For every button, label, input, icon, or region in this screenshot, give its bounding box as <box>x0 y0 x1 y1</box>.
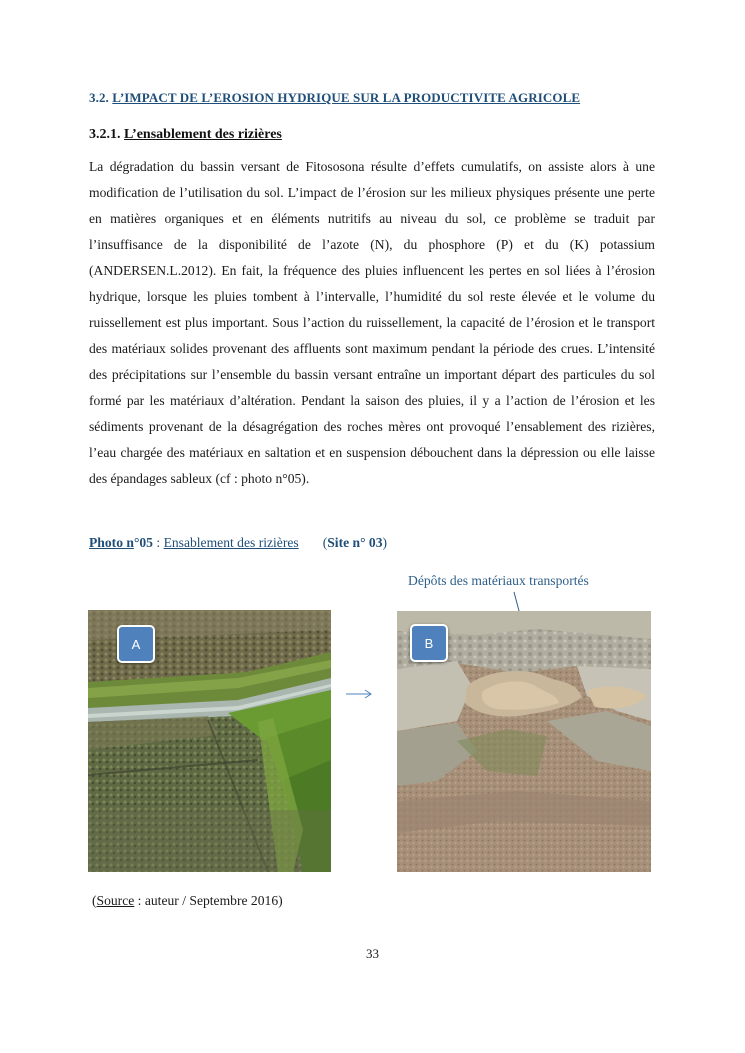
caption-separator: : <box>152 535 164 550</box>
source-label: Source <box>96 893 135 908</box>
source-note <box>92 893 283 909</box>
subsection-heading <box>89 127 282 143</box>
section-title: L’IMPACT DE L’EROSION HYDRIQUE SUR LA PRODUCTIVITE AGRICOLE <box>112 90 581 105</box>
subsection-title: L’ensablement des rizières <box>124 127 282 142</box>
photo-b-sand-deposits <box>397 611 651 872</box>
section-heading <box>89 90 580 106</box>
body-paragraph: La dégradation du bassin versant de Fitososona résulte d’effets cumulatifs, on assiste alors à une modification de l’utilisation du sol. L’impact de l’érosion sur les milieux physiques présente une perte en matières organiques et en éléments nutritifs au niveau du sol, ce problème se traduit par l’insuffisance de la disponibilité de l’azote (N), du phosphore (P) et du (K) potassium (ANDERSEN.L.2012). En fait, la fréquence des pluies influencent les pertes en sol liées à l’érosion hydrique, lorsque les pluies tombent à l’intervalle, l’humidité du sol reste élevée et le volume du ruissellement est plus important. Sous l’action du ruissellement, la capacité de l’érosion et le transport des matériaux solides provenant des affluents sont maximum pendant la période des crues. L’intensité des précipitations sur l’ensemble du bassin versant entraîne un important départ des particules du sol formé par les matériaux d’altération. Pendant la saison des pluies, il y a l’action de l’érosion et les sédiments provenant de la désagrégation des roches mères ont provoqué l’ensablement des rizières, l’eau chargée des matériaux en saltation et en suspension débouchent dans la dépression ou elle laisse des épandages sableux (cf : photo n°05). <box>89 159 655 486</box>
caption-site-close: ) <box>382 535 388 550</box>
subsection-number: 3.2.1. <box>89 127 121 142</box>
source-text: : auteur / Septembre 2016) <box>134 893 283 908</box>
photo-a-badge: A <box>117 625 155 663</box>
caption-title: Ensablement des rizières <box>163 535 299 550</box>
source-open: ( <box>92 893 97 908</box>
arrow-right-icon <box>344 686 376 702</box>
caption-label: Photo n <box>89 535 134 550</box>
photo-b-badge: B <box>410 624 448 662</box>
deposit-annotation: Dépôts des matériaux transportés <box>408 573 589 588</box>
section-number: 3.2. <box>89 90 109 105</box>
photo-a-rice-terraces <box>88 610 331 872</box>
photo-caption <box>89 535 387 551</box>
caption-site: Site n° 03 <box>327 535 383 550</box>
caption-site-open: ( <box>322 535 328 550</box>
caption-number: °05 <box>133 535 153 550</box>
page-number: 33 <box>366 946 379 961</box>
